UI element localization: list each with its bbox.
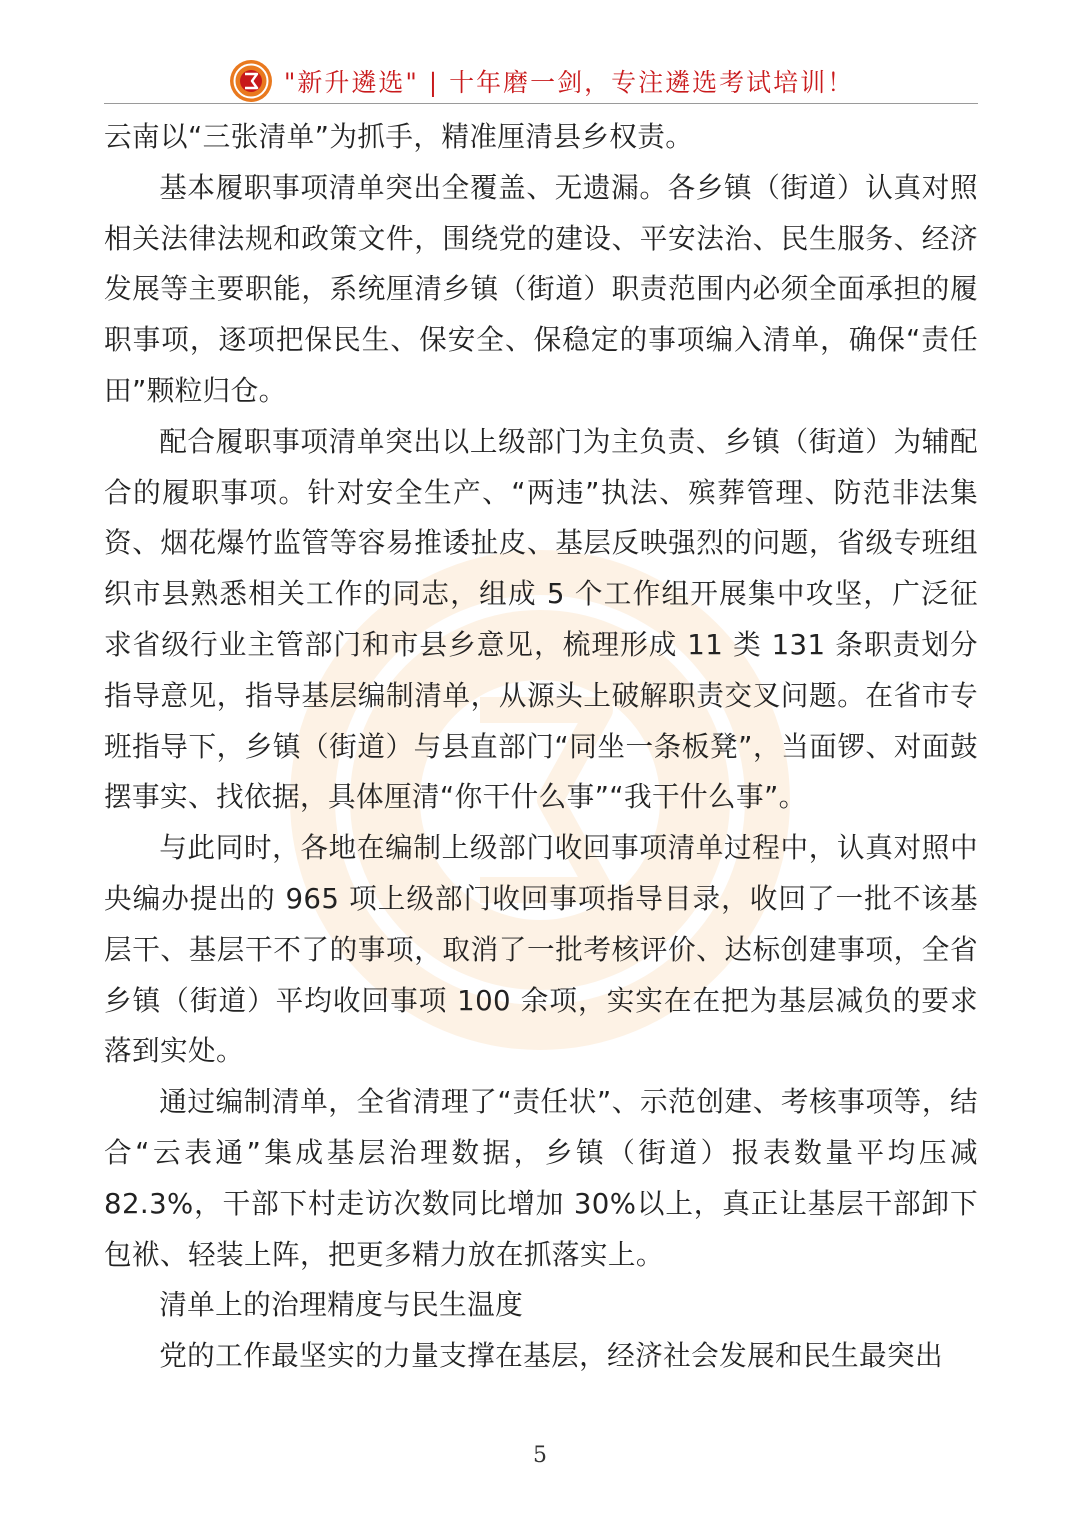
paragraph: 通过编制清单，全省清理了“责任状”、示范创建、考核事项等，结合“云表通”集成基层治理数据，乡镇（街道）报表数量平均压减 82.3%，干部下村走访次数同比增加 30%以上，真正让基层干部卸下包袱、轻装上阵，把更多精力放在抓落实上。 bbox=[104, 1085, 978, 1271]
paragraph: 云南以“三张清单”为抓手，精准厘清县乡权责。 bbox=[104, 120, 694, 153]
header-divider bbox=[104, 103, 978, 104]
xinsheng-logo-icon bbox=[228, 58, 274, 104]
page-number: 5 bbox=[533, 1443, 547, 1468]
paragraph: 与此同时，各地在编制上级部门收回事项清单过程中，认真对照中央编办提出的 965 项上级部门收回事项指导目录，收回了一批不该基层干、基层干不了的事项，取消了一批考核评价、达标创建事项，全省乡镇（街道）平均收回事项 100 余项，实实在在把为基层减负的要求落到实处。 bbox=[104, 831, 978, 1068]
article-body bbox=[104, 112, 978, 1382]
header-title: "新升遴选" | 十年磨一剑，专注遴选考试培训！ bbox=[283, 68, 855, 97]
paragraph: 基本履职事项清单突出全覆盖、无遗漏。各乡镇（街道）认真对照相关法律法规和政策文件，围绕党的建设、平安法治、民生服务、经济发展等主要职能，系统厘清乡镇（街道）职责范围内必须全面承担的履职事项，逐项把保民生、保安全、保稳定的事项编入清单，确保“责任田”颗粒归仓。 bbox=[104, 170, 978, 407]
section-heading: 清单上的治理精度与民生温度 bbox=[159, 1288, 524, 1322]
page-header bbox=[104, 56, 978, 106]
paragraph: 配合履职事项清单突出以上级部门为主负责、乡镇（街道）为辅配合的履职事项。针对安全生产、“两违”执法、殡葬管理、防范非法集资、烟花爆竹监管等容易推诿扯皮、基层反映强烈的问题，省级专班组织市县熟悉相关工作的同志，组成 5 个工作组开展集中攻坚，广泛征求省级行业主管部门和市县乡意见，梳理形成 11 类 131 条职责划分指导意见，指导基层编制清单，从源头上破解职责交叉问题。在省市专班指导下，乡镇（街道）与县直部门“同坐一条板凳”，当面锣、对面鼓摆事实、找依据，具体厘清“你干什么事”“我干什么事”。 bbox=[104, 424, 978, 814]
paragraph: 党的工作最坚实的力量支撑在基层，经济社会发展和民生最突出 bbox=[159, 1339, 944, 1373]
